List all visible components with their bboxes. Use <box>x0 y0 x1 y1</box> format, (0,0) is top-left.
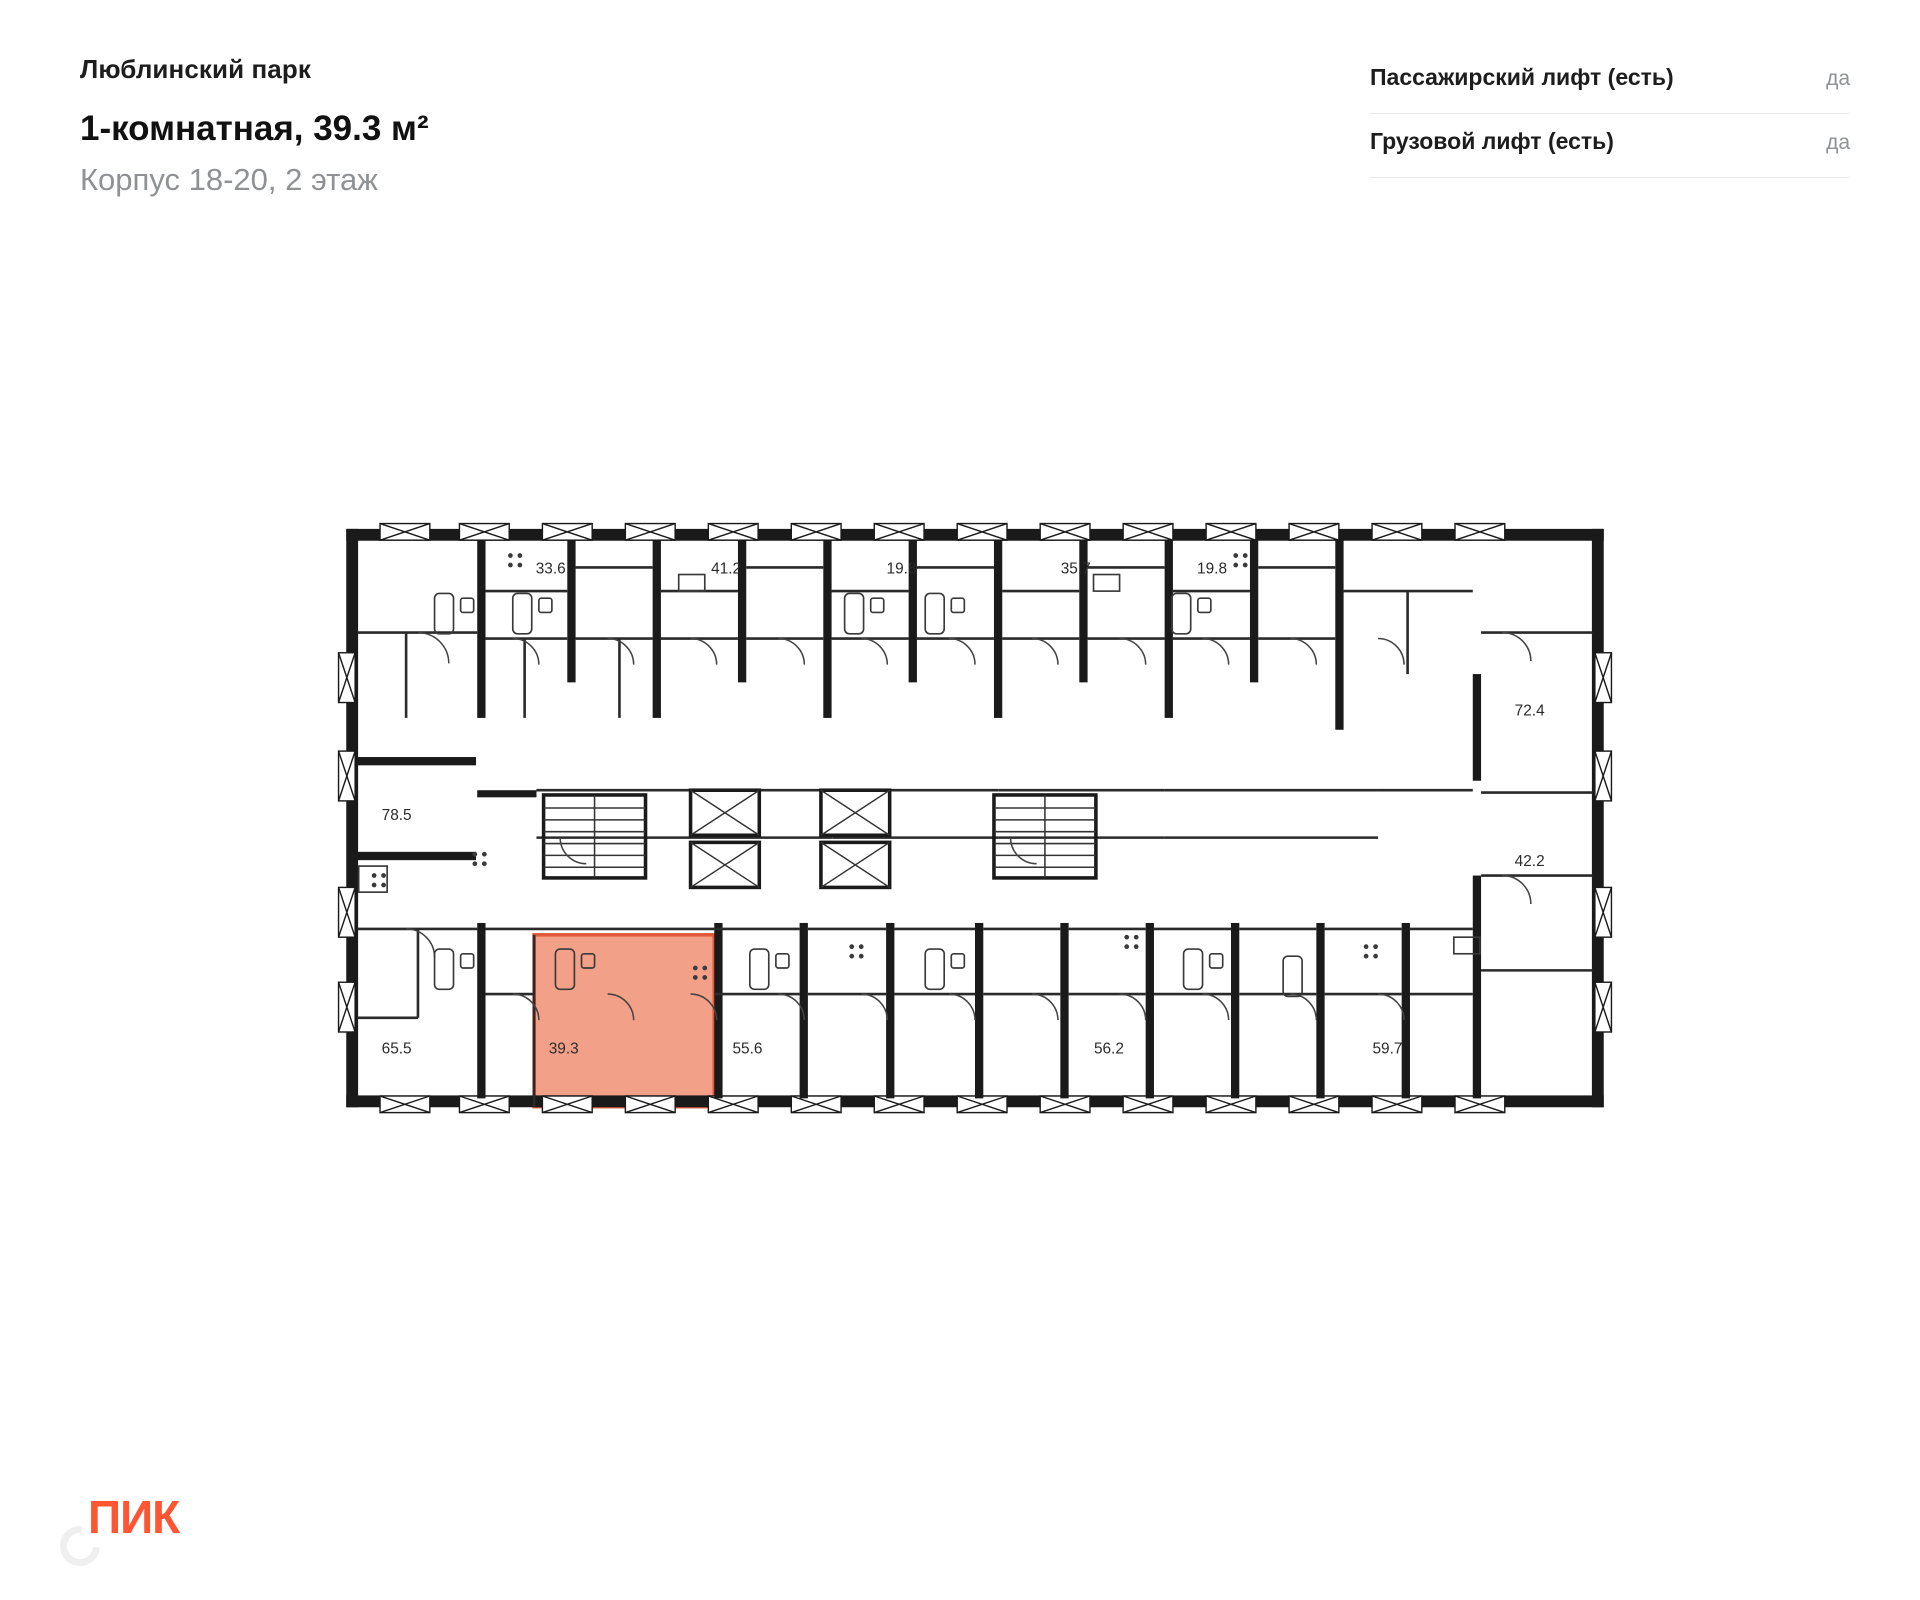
area-label: 59.7 <box>1372 1040 1403 1058</box>
area-label: 65.5 <box>381 1040 412 1058</box>
domclick-label: Домклик <box>106 1524 276 1568</box>
spec-value: да <box>1826 131 1850 154</box>
floor-plan-drawing[interactable] <box>330 520 1620 1160</box>
page-subtitle: Корпус 18-20, 2 этаж <box>80 161 378 197</box>
area-label: 33.6 <box>535 560 566 578</box>
area-label: 78.5 <box>381 806 412 824</box>
area-label: 35.7 <box>1060 560 1091 578</box>
header <box>80 54 840 200</box>
area-label: 19.8 <box>1197 560 1228 578</box>
plan-geometry <box>339 524 1612 1113</box>
selected-apartment-highlight <box>534 935 714 1107</box>
area-label: 42.2 <box>1514 853 1545 871</box>
complex-name: Люблинский парк <box>80 54 311 84</box>
pik-logo-text: ПИК <box>88 1491 180 1543</box>
spec-row-passenger-lift <box>1370 50 1850 114</box>
pik-logo <box>88 1491 180 1543</box>
spec-list <box>1370 50 1850 178</box>
area-label-selected: 39.3 <box>548 1040 579 1058</box>
area-label: 56.2 <box>1093 1040 1124 1058</box>
area-label: 55.6 <box>732 1040 763 1058</box>
page-title: 1-комнатная, 39.3 м² <box>80 109 429 149</box>
spec-row-freight-lift <box>1370 114 1850 178</box>
area-label: 72.4 <box>1514 702 1545 720</box>
spec-label: Пассажирский лифт (есть) <box>1370 64 1674 90</box>
spec-value: да <box>1826 67 1850 90</box>
spec-label: Грузовой лифт (есть) <box>1370 128 1614 154</box>
area-label: 19.8 <box>886 560 917 578</box>
area-label: 41.2 <box>711 560 742 578</box>
